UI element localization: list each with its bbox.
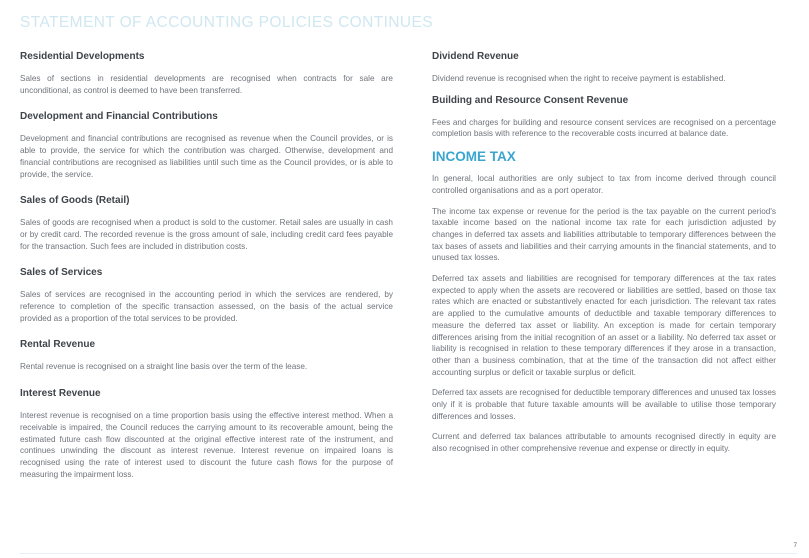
section-heading: Dividend Revenue [432,51,519,62]
page-number: 7 [793,543,797,549]
section-heading: Development and Financial Contributions [20,111,218,123]
page-title: STATEMENT OF ACCOUNTING POLICIES CONTINUES [20,14,433,31]
section-heading: Residential Developments [20,51,145,62]
section-income-tax [432,149,776,455]
income-tax-heading: INCOME TAX [432,149,516,165]
right-column [432,50,776,464]
section-heading: Interest Revenue [20,388,101,400]
section-interest-revenue [20,387,393,480]
footer-divider [20,553,797,554]
section-text: Development and financial contributions are recognised as revenue when the Council provides, or is able to provide, the service for which the contribution was charged. Otherwise, development and financial contributions are recognised as liabilities until such time as the Council provides, or is able to provide, the service. [20,134,393,179]
section-text: Rental revenue is recognised on a straight line basis over the term of the lease. [20,362,308,372]
income-tax-paragraph: The income tax expense or revenue for the period is the tax payable on the current period's taxable income based on the national income tax rate for each jurisdiction adjusted by changes in deferred tax assets and liabilities attributable to temporary differences between the tax bases of assets and liabilities and their carrying amounts in the financial statements, and to unused tax losses. [432,206,776,263]
section-text: Sales of goods are recognised when a product is sold to the customer. Retail sales are usually in cash or by credit card. The recorded revenue is the gross amount of sale, including credit card fees payable for the transaction. Such fees are included in distribution costs. [20,218,393,251]
income-tax-paragraph: Deferred tax assets and liabilities are recognised for temporary differences at the tax rates expected to apply when the assets are recovered or liabilities are settled, based on those tax rates which are enacted or substantively enacted for each jurisdiction. The relevant tax rates are applied to the cumulative amounts of deductible and taxable temporary differences to measure the deferred tax asset or liability. An exception is made for certain temporary differences arising from the initial recognition of an asset or a liability. No deferred tax asset or liability is recognised in relation to these temporary differences if they arose in a transaction, other than a business combination, that at the time of the transaction did not affect either accounting surplus or deficit or taxable surplus or deficit. [432,274,776,377]
section-text: Sales of sections in residential developments are recognised when contracts for sale are unconditional, as control is deemed to have been transferred. [20,74,393,95]
income-tax-paragraph: Deferred tax assets are recognised for deductible temporary differences and unused tax losses only if it is probable that future taxable amounts will be available to utilise those temporary differences and losses. [432,388,776,421]
section-heading: Sales of Services [20,267,103,279]
section-rental-revenue [20,338,393,373]
section-text: Fees and charges for building and resource consent services are recognised on a percentage completion basis with reference to the recoverable costs incurred at balance date. [432,117,776,139]
section-sales-of-services [20,266,393,324]
income-tax-paragraph: Current and deferred tax balances attributable to amounts recognised directly in equity are also recognised in other comprehensive revenue and expense or directly in equity. [432,432,776,454]
section-text: Interest revenue is recognised on a time proportion basis using the effective interest method. When a receivable is impaired, the Council reduces the carrying amount to its recoverable amount, being the estimated future cash flow discounted at the original effective interest rate of the instrument, and continues unwinding the discount as interest revenue. Interest revenue on impaired loans is recognised using the rate of interest used to discount the future cash flows for the purpose of measuring the impairment loss. [20,411,393,479]
section-heading: Rental Revenue [20,339,96,351]
section-text: Sales of services are recognised in the accounting period in which the services are rendered, by reference to completion of the specific transaction assessed, on the basis of the actual service provided as a proportion of the total services to be provided. [20,290,393,323]
section-text: Dividend revenue is recognised when the right to receive payment is established. [432,74,726,83]
section-development-contributions [20,110,393,180]
left-column [20,50,393,494]
section-heading: Building and Resource Consent Revenue [432,94,629,106]
income-tax-paragraph: In general, local authorities are only subject to tax from income derived through council controlled organisations and as a port operator. [432,174,776,195]
section-heading: Sales of Goods (Retail) [20,195,130,207]
section-sales-of-goods [20,194,393,252]
section-dividend-revenue [432,50,776,85]
section-residential-developments [20,50,393,96]
section-consent-revenue [432,94,776,140]
